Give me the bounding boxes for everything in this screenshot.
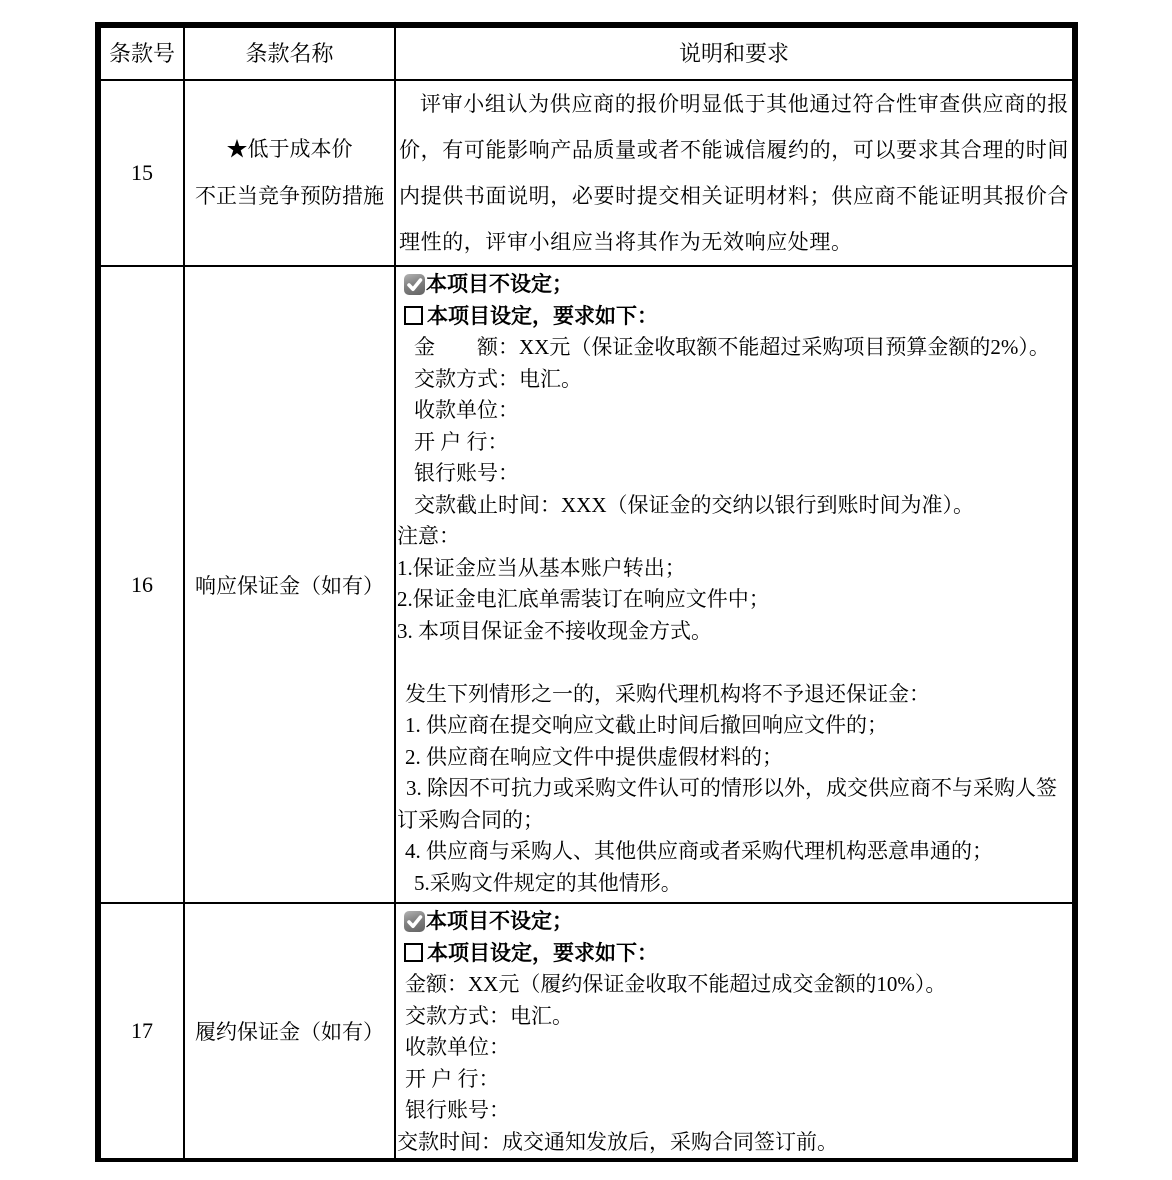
line-text: 本项目设定，要求如下： bbox=[427, 304, 658, 328]
clause-name-line: ★低于成本价 bbox=[226, 137, 353, 161]
clauses-table-border bbox=[95, 22, 1078, 1162]
line-text: 收款单位： bbox=[414, 398, 519, 422]
table-row-clause-16 bbox=[100, 266, 1073, 903]
line-text: 4. 供应商与采购人、其他供应商或者采购代理机构恶意串通的； bbox=[405, 839, 993, 863]
header-clause-number: 条款号 bbox=[100, 27, 184, 80]
clause-name-cell: 履约保证金（如有） bbox=[184, 903, 395, 1159]
table-row-clause-15 bbox=[100, 80, 1073, 266]
clause-name bbox=[185, 126, 394, 220]
line-text: 开 户 行： bbox=[414, 429, 509, 454]
clause-16-lines bbox=[396, 267, 1072, 899]
text-line bbox=[396, 836, 1072, 868]
option-line bbox=[396, 938, 1072, 970]
text-line bbox=[396, 1127, 1072, 1159]
text-line bbox=[396, 969, 1072, 1001]
text-line bbox=[396, 679, 1072, 711]
line-text: 发生下列情形之一的，采购代理机构将不予退还保证金： bbox=[405, 681, 930, 706]
clause-15-description: 评审小组认为供应商的报价明显低于其他通过符合性审查供应商的报价，有可能影响产品质量或者不能诚信履约的，可以要求其合理的时间内提供书面说明，必要时提交相关证明材料；供应商不能证明其报价合理性的，评审小组应当将其作为无效响应处理。 bbox=[399, 92, 1069, 254]
text-line bbox=[396, 458, 1072, 490]
checked-checkbox-icon bbox=[404, 911, 425, 932]
text-line bbox=[396, 521, 1072, 553]
option-line bbox=[396, 301, 1072, 333]
clause-name-line: 不正当竞争预防措施 bbox=[195, 184, 384, 208]
text-line bbox=[396, 1001, 1072, 1033]
clause-number-cell: 16 bbox=[100, 266, 184, 903]
line-text: 本项目设定，要求如下： bbox=[427, 941, 658, 965]
header-row bbox=[100, 27, 1073, 80]
text-line bbox=[396, 1095, 1072, 1127]
clause-17-lines bbox=[396, 904, 1072, 1158]
text-line bbox=[396, 490, 1072, 522]
table-row-clause-17 bbox=[100, 903, 1073, 1159]
header-description: 说明和要求 bbox=[395, 27, 1073, 80]
line-text: 银行账号： bbox=[405, 1098, 510, 1122]
line-text: 1. 供应商在提交响应文截止时间后撤回响应文件的； bbox=[405, 713, 888, 737]
clause-name-cell bbox=[184, 80, 395, 266]
line-text: 交款截止时间：XXX（保证金的交纳以银行到账时间为准）。 bbox=[414, 492, 974, 517]
clause-number-cell: 15 bbox=[100, 80, 184, 266]
clause-name-cell: 响应保证金（如有） bbox=[184, 266, 395, 903]
header-clause-name: 条款名称 bbox=[184, 27, 395, 80]
line-text: 金额：XX元（履约保证金收取不能超过成交金额的10%）。 bbox=[405, 972, 947, 996]
text-line bbox=[396, 427, 1072, 459]
clause-description-cell bbox=[395, 266, 1073, 903]
line-text: 2.保证金电汇底单需装订在响应文件中； bbox=[397, 587, 770, 611]
option-line bbox=[396, 269, 1072, 301]
text-line bbox=[396, 332, 1072, 364]
line-text: 交款时间：成交通知发放后，采购合同签订前。 bbox=[397, 1129, 838, 1154]
text-line bbox=[396, 616, 1072, 648]
line-text: 银行账号： bbox=[414, 461, 519, 485]
line-text: 3. 本项目保证金不接收现金方式。 bbox=[397, 618, 712, 643]
line-text: 5.采购文件规定的其他情形。 bbox=[414, 870, 682, 895]
checked-checkbox-icon bbox=[404, 274, 425, 295]
line-text: 3. 除因不可抗力或采购文件认可的情形以外，成交供应商不与采购人签订采购合同的； bbox=[397, 776, 1057, 832]
text-line bbox=[396, 1032, 1072, 1064]
text-line bbox=[396, 710, 1072, 742]
line-text: 本项目不设定； bbox=[426, 910, 573, 933]
line-text: 本项目不设定； bbox=[426, 273, 573, 296]
unchecked-checkbox-icon bbox=[404, 306, 423, 325]
text-line bbox=[396, 742, 1072, 774]
clause-number-cell: 17 bbox=[100, 903, 184, 1159]
line-text: 开 户 行： bbox=[405, 1066, 500, 1091]
text-line bbox=[396, 773, 1072, 836]
line-text: 金 额：XX元（保证金收取额不能超过采购项目预算金额的2%）。 bbox=[414, 335, 1050, 359]
text-line bbox=[396, 553, 1072, 585]
text-line bbox=[396, 868, 1072, 900]
text-line bbox=[396, 1064, 1072, 1096]
clause-description-cell bbox=[395, 80, 1073, 266]
line-text: 1.保证金应当从基本账户转出； bbox=[397, 555, 686, 580]
line-text: 2. 供应商在响应文件中提供虚假材料的； bbox=[405, 744, 783, 769]
text-line bbox=[396, 647, 1072, 679]
text-line bbox=[396, 584, 1072, 616]
text-line bbox=[396, 395, 1072, 427]
line-text: 交款方式：电汇。 bbox=[405, 1003, 573, 1028]
clauses-table bbox=[99, 26, 1074, 1160]
line-text: 收款单位： bbox=[405, 1035, 510, 1059]
text-line bbox=[396, 364, 1072, 396]
unchecked-checkbox-icon bbox=[404, 943, 423, 962]
option-line bbox=[396, 906, 1072, 938]
clause-description-cell bbox=[395, 903, 1073, 1159]
line-text: 交款方式：电汇。 bbox=[414, 366, 582, 391]
line-text: 注意： bbox=[397, 524, 460, 548]
